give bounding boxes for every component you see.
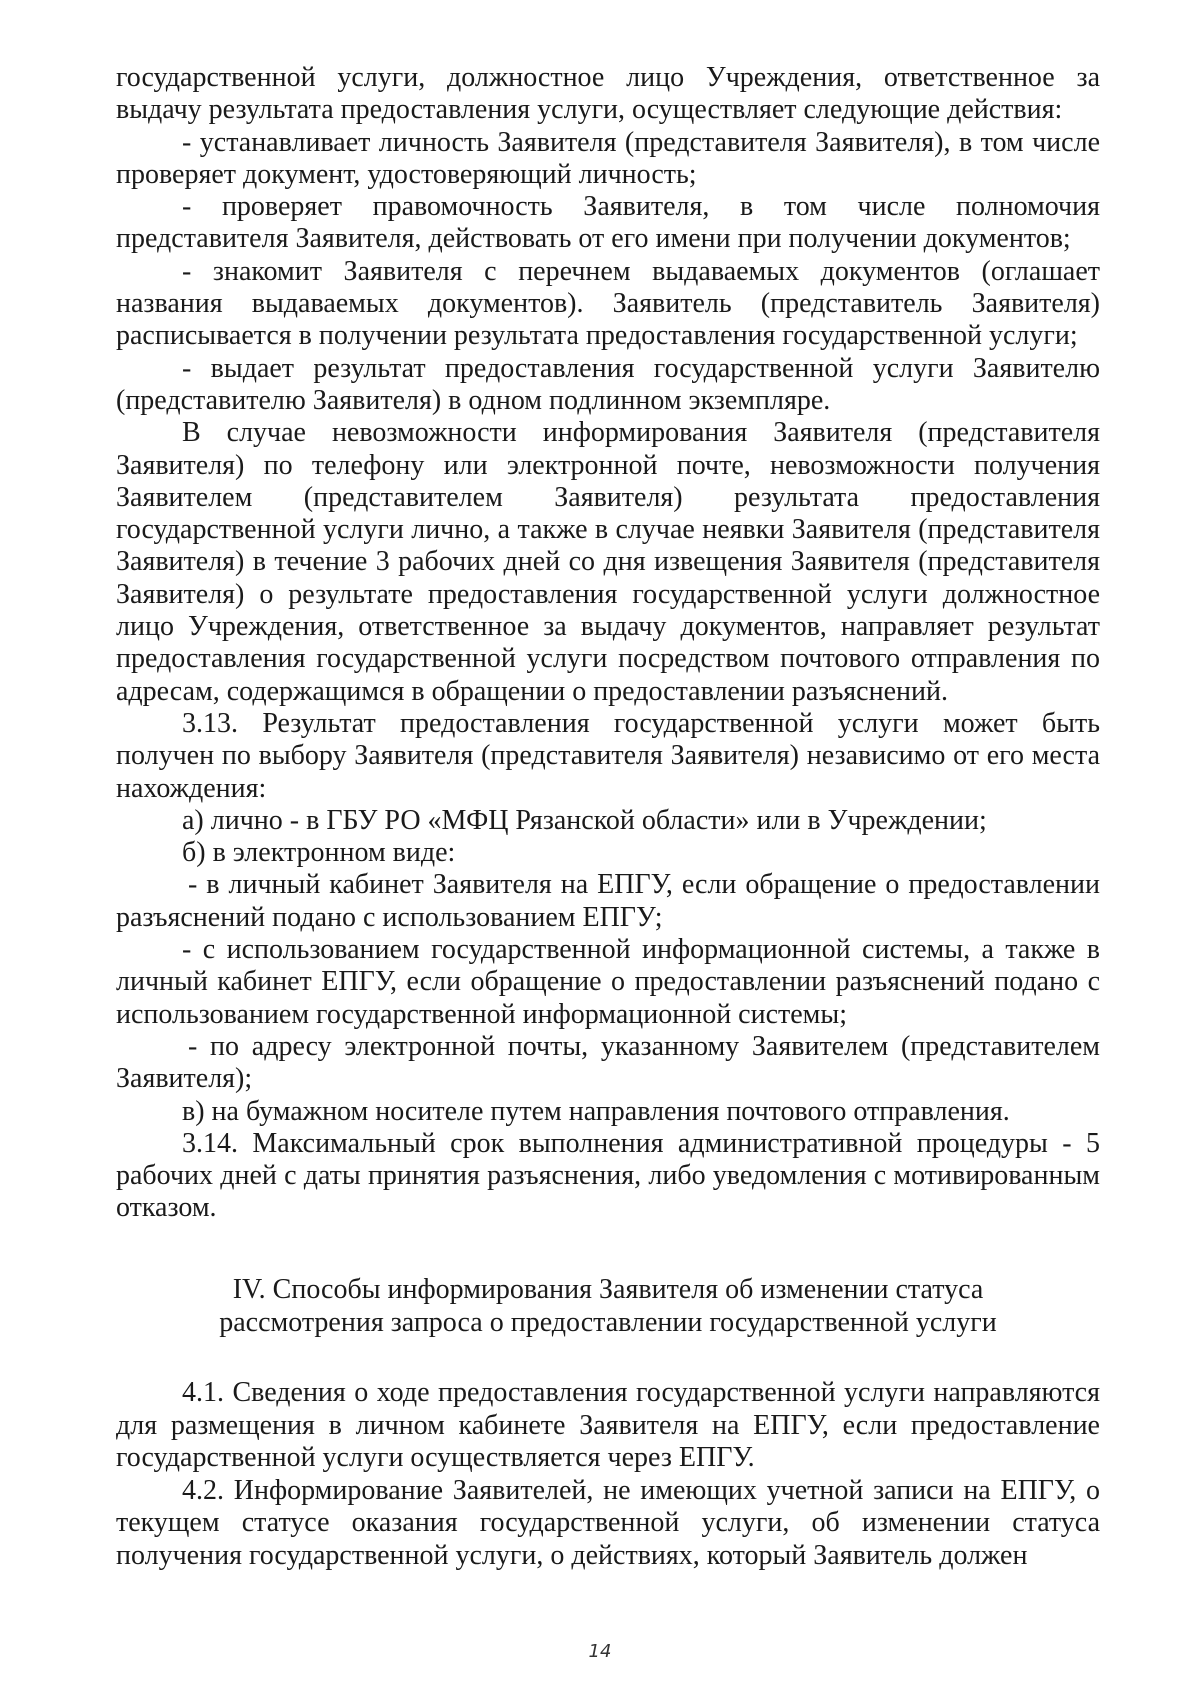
section-heading xyxy=(116,1273,1100,1339)
paragraph: - в личный кабинет Заявителя на ЕПГУ, если обращение о предоставлении разъяснений подано с использованием ЕПГУ; xyxy=(116,869,1100,933)
paragraph: 3.13. Результат предоставления государственной услуги может быть получен по выбору Заявителя (представителя Заявителя) независимо от его места нахождения: xyxy=(116,707,1100,804)
paragraph: б) в электронном виде: xyxy=(182,837,456,869)
body-text xyxy=(116,62,1100,1225)
paragraph: а) лично - в ГБУ РО «МФЦ Рязанской области» или в Учреждении; xyxy=(182,804,987,836)
paragraph: - знакомит Заявителя с перечнем выдаваемых документов (оглашает названия выдаваемых документов). Заявитель (представитель Заявителя) расписывается в получении результата предоставления государственной услуги; xyxy=(116,255,1100,352)
paragraph: 3.14. Максимальный срок выполнения административной процедуры - 5 рабочих дней с даты принятия разъяснения, либо уведомления с мотивированным отказом. xyxy=(116,1127,1100,1224)
section-heading-line: IV. Способы информирования Заявителя об изменении статуса xyxy=(232,1274,984,1305)
paragraph: - устанавливает личность Заявителя (представителя Заявителя), в том числе проверяет документ, удостоверяющий личность; xyxy=(116,126,1100,190)
paragraph: 4.1. Сведения о ходе предоставления государственной услуги направляются для размещения в личном кабинете Заявителя на ЕПГУ, если предоставление государственной услуги осуществляется через ЕПГУ. xyxy=(116,1377,1100,1473)
page-number: 14 xyxy=(588,1641,612,1662)
paragraph: государственной услуги, должностное лицо Учреждения, ответственное за выдачу результата предоставления услуги, осуществляет следующие действия: xyxy=(116,62,1100,126)
paragraph: 4.2. Информирование Заявителей, не имеющих учетной записи на ЕПГУ, о текущем статусе оказания государственной услуги, об изменении статуса получения государственной услуги, о действиях, который Заявитель должен xyxy=(116,1474,1100,1571)
section-body-text xyxy=(116,1377,1100,1572)
paragraph: - с использованием государственной информационной системы, а также в личный кабинет ЕПГУ, если обращение о предоставлении разъяснений подано с использованием государственной информационной системы; xyxy=(116,934,1100,1030)
paragraph: - по адресу электронной почты, указанному Заявителем (представителем Заявителя); xyxy=(116,1030,1100,1095)
paragraph: в) на бумажном носителе путем направления почтового отправления. xyxy=(182,1095,1010,1127)
paragraph: - выдает результат предоставления государственной услуги Заявителю (представителю Заявителя) в одном подлинном экземпляре. xyxy=(116,352,1100,416)
section-heading-line: рассмотрения запроса о предоставлении государственной услуги xyxy=(219,1307,997,1338)
paragraph: В случае невозможности информирования Заявителя (представителя Заявителя) по телефону или электронной почте, невозможности получения Заявителем (представителем Заявителя) результата предоставления государственной услуги лично, а также в случае неявки Заявителя (представителя Заявителя) в течение 3 рабочих дней со дня извещения Заявителя (представителя Заявителя) о результате предоставления государственной услуги должностное лицо Учреждения, ответственное за выдачу документов, направляет результат предоставления государственной услуги посредством почтового отправления по адресам, содержащимся в обращении о предоставлении разъяснений. xyxy=(116,417,1100,707)
paragraph: - проверяет правомочность Заявителя, в том числе полномочия представителя Заявителя, действовать от его имени при получении документов; xyxy=(116,191,1100,255)
